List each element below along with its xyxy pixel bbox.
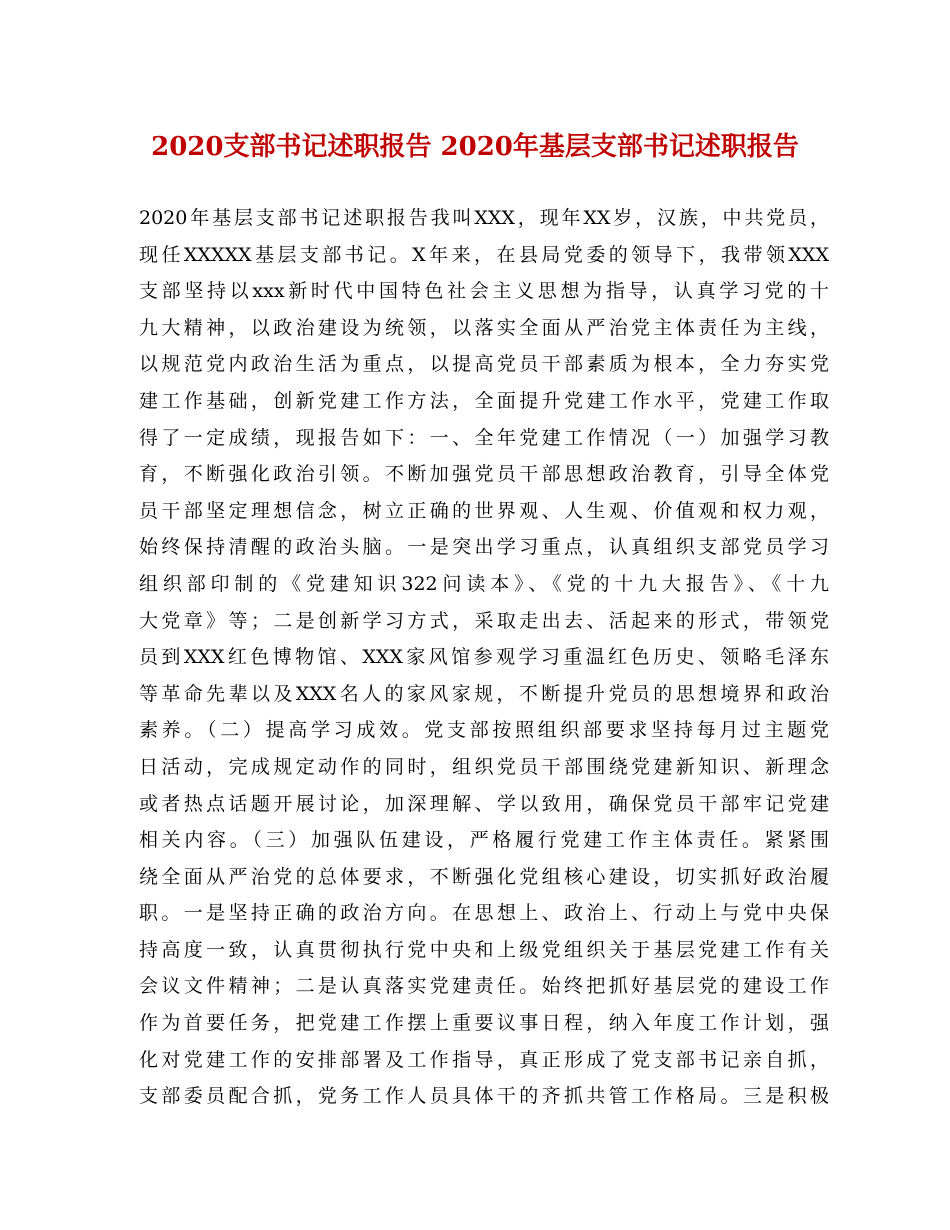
body-line: 育，不断强化政治引领。不断加强党员干部思想政治教育，引导全体党	[139, 463, 829, 486]
body-line: 作为首要任务，把党建工作摆上重要议事日程，纳入年度工作计划，强	[139, 1012, 829, 1035]
body-line: 始终保持清醒的政治头脑。一是突出学习重点，认真组织支部党员学习	[139, 536, 829, 559]
body-line: 支部委员配合抓，党务工作人员具体干的齐抓共管工作格局。三是积极	[139, 1085, 829, 1108]
body-line: 得了一定成绩，现报告如下：一、全年党建工作情况（一）加强学习教	[139, 426, 829, 449]
body-line: 素养。（二）提高学习成效。党支部按照组织部要求坚持每月过主题党	[139, 719, 829, 742]
body-line: 职。一是坚持正确的政治方向。在思想上、政治上、行动上与党中央保	[139, 902, 829, 925]
body-line: 以规范党内政治生活为重点，以提高党员干部素质为根本，全力夯实党	[139, 353, 829, 376]
body-line: 日活动，完成规定动作的同时，组织党员干部围绕党建新知识、新理念	[139, 755, 829, 778]
body-line: 会议文件精神；二是认真落实党建责任。始终把抓好基层党的建设工作	[139, 975, 829, 998]
body-line: 相关内容。（三）加强队伍建设，严格履行党建工作主体责任。紧紧围	[139, 829, 829, 852]
body-line: 持高度一致，认真贯彻执行党中央和上级党组织关于基层党建工作有关	[139, 938, 829, 961]
document-title: 2020支部书记述职报告 2020年基层支部书记述职报告	[151, 132, 799, 162]
body-line: 大党章》等；二是创新学习方式，采取走出去、活起来的形式，带领党	[139, 609, 829, 632]
body-line: 等革命先辈以及XXX名人的家风家规，不断提升党员的思想境界和政治	[139, 682, 829, 705]
body-line: 2020年基层支部书记述职报告我叫XXX，现年XX岁，汉族，中共党员，	[139, 207, 829, 229]
body-line: 员到XXX红色博物馆、XXX家风馆参观学习重温红色历史、领略毛泽东	[139, 646, 829, 669]
body-line: 绕全面从严治党的总体要求，不断强化党组核心建设，切实抓好政治履	[139, 865, 829, 888]
body-line: 九大精神，以政治建设为统领，以落实全面从严治党主体责任为主线，	[139, 316, 829, 339]
body-line: 或者热点话题开展讨论，加深理解、学以致用，确保党员干部牢记党建	[139, 792, 829, 815]
body-line: 组织部印制的《党建知识322问读本》、《党的十九大报告》、《十九	[139, 572, 829, 595]
document-body	[139, 200, 829, 1115]
body-line: 支部坚持以xxx新时代中国特色社会主义思想为指导，认真学习党的十	[139, 280, 829, 303]
body-line: 现任XXXXX基层支部书记。X年来，在县局党委的领导下，我带领XXX	[139, 243, 829, 266]
body-line: 化对党建工作的安排部署及工作指导，真正形成了党支部书记亲自抓，	[139, 1048, 829, 1071]
body-line: 建工作基础，创新党建工作方法，全面提升党建工作水平，党建工作取	[139, 389, 829, 412]
body-line: 员干部坚定理想信念，树立正确的世界观、人生观、价值观和权力观，	[139, 499, 829, 522]
